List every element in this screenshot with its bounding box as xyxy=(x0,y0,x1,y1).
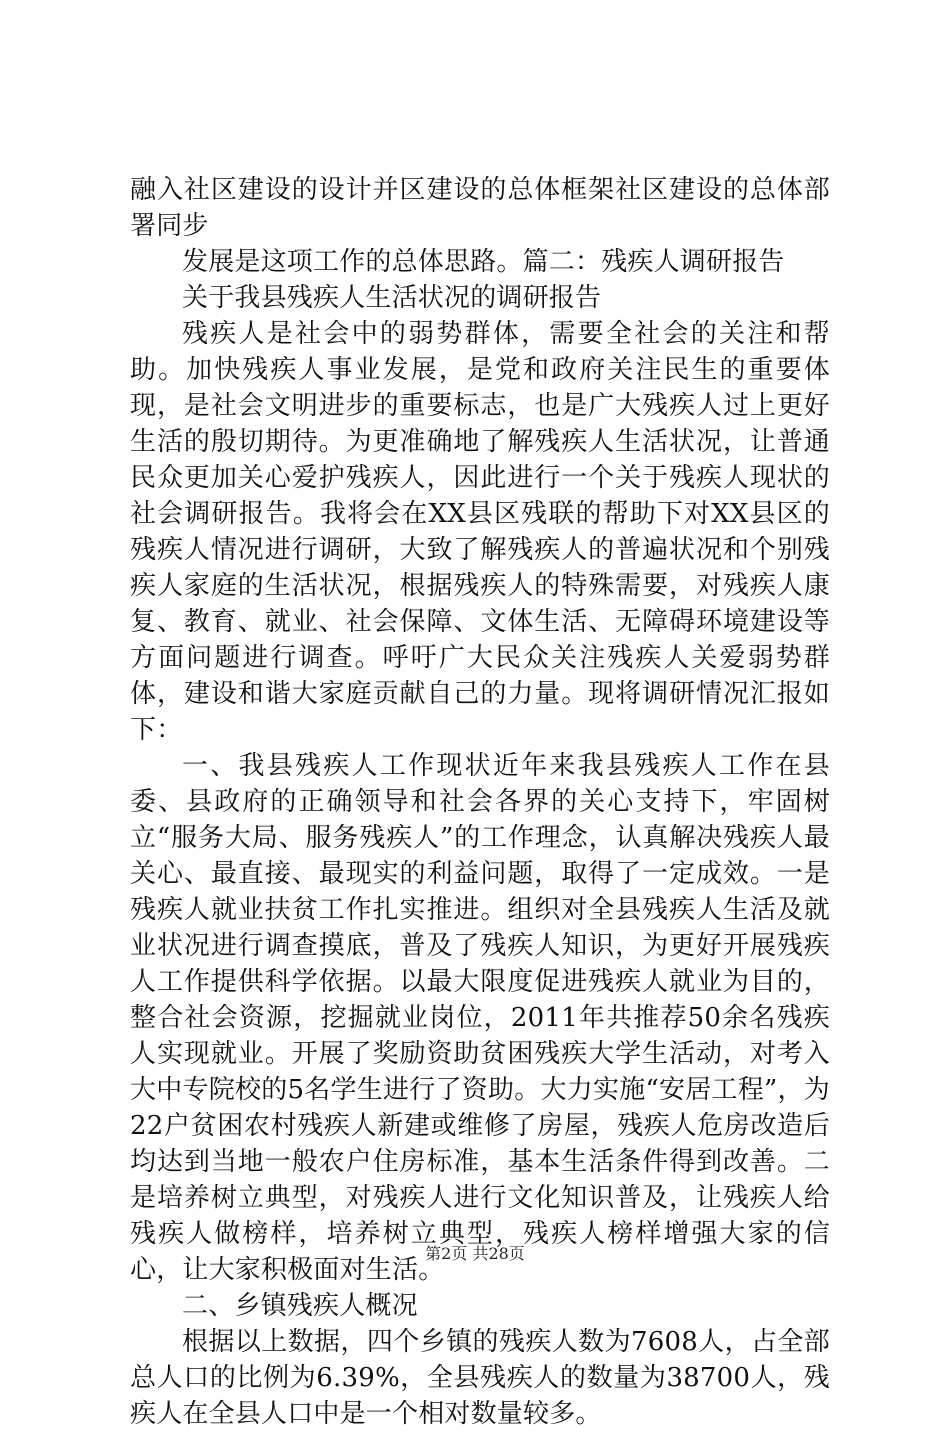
paragraph-section-2: 根据以上数据，四个乡镇的残疾人数为7608人，占全部总人口的比例为6.39%，全县残疾人的数量为38700人，残疾人在全县人口中是一个相对数量较多。 xyxy=(130,1327,830,1429)
paragraph-2: 发展是这项工作的总体思路。篇二：残疾人调研报告 xyxy=(182,247,785,277)
report-title: 关于我县残疾人生活状况的调研报告 xyxy=(182,283,602,313)
section-2-heading: 二、乡镇残疾人概况 xyxy=(182,1291,418,1321)
page-footer: 第2页 共28页 xyxy=(425,1244,525,1263)
paragraph-intro: 残疾人是社会中的弱势群体，需要全社会的关注和帮助。加快残疾人事业发展，是党和政府关注民生的重要体现，是社会文明进步的重要标志，也是广大残疾人过上更好生活的殷切期待。为更准确地了解残疾人生活状况，让普通民众更加关心爱护残疾人，因此进行一个关于残疾人现状的社会调研报告。我将会在XX县区残联的帮助下对XX县区的残疾人情况进行调研，大致了解残疾人的普遍状况和个别残疾人家庭的生活状况，根据残疾人的特殊需要，对残疾人康复、教育、就业、社会保障、文体生活、无障碍环境建设等方面问题进行调查。呼吁广大民众关注残疾人关爱弱势群体，建设和谐大家庭贡献自己的力量。现将调研情况汇报如下： xyxy=(130,319,830,745)
paragraph-1: 融入社区建设的设计并区建设的总体框架社区建设的总体部署同步 xyxy=(130,175,830,241)
paragraph-section-1: 一、我县残疾人工作现状近年来我县残疾人工作在县委、县政府的正确领导和社会各界的关心支持下，牢固树立“服务大局、服务残疾人”的工作理念，认真解决残疾人最关心、最直接、最现实的利益问题，取得了一定成效。一是残疾人就业扶贫工作扎实推进。组织对全县残疾人生活及就业状况进行调查摸底，普及了残疾人知识，为更好开展残疾人工作提供科学依据。以最大限度促进残疾人就业为目的，整合社会资源，挖掘就业岗位，2011年共推荐50余名残疾人实现就业。开展了奖励资助贫困残疾大学生活动，对考入大中专院校的5名学生进行了资助。大力实施“安居工程”，为22户贫困农村残疾人新建或维修了房屋，残疾人危房改造后均达到当地一般农户住房标准，基本生活条件得到改善。二是培养树立典型，对残疾人进行文化知识普及，让残疾人给残疾人做榜样，培养树立典型，残疾人榜样增强大家的信心，让大家积极面对生活。 xyxy=(130,751,830,1285)
document-body xyxy=(130,172,830,1432)
